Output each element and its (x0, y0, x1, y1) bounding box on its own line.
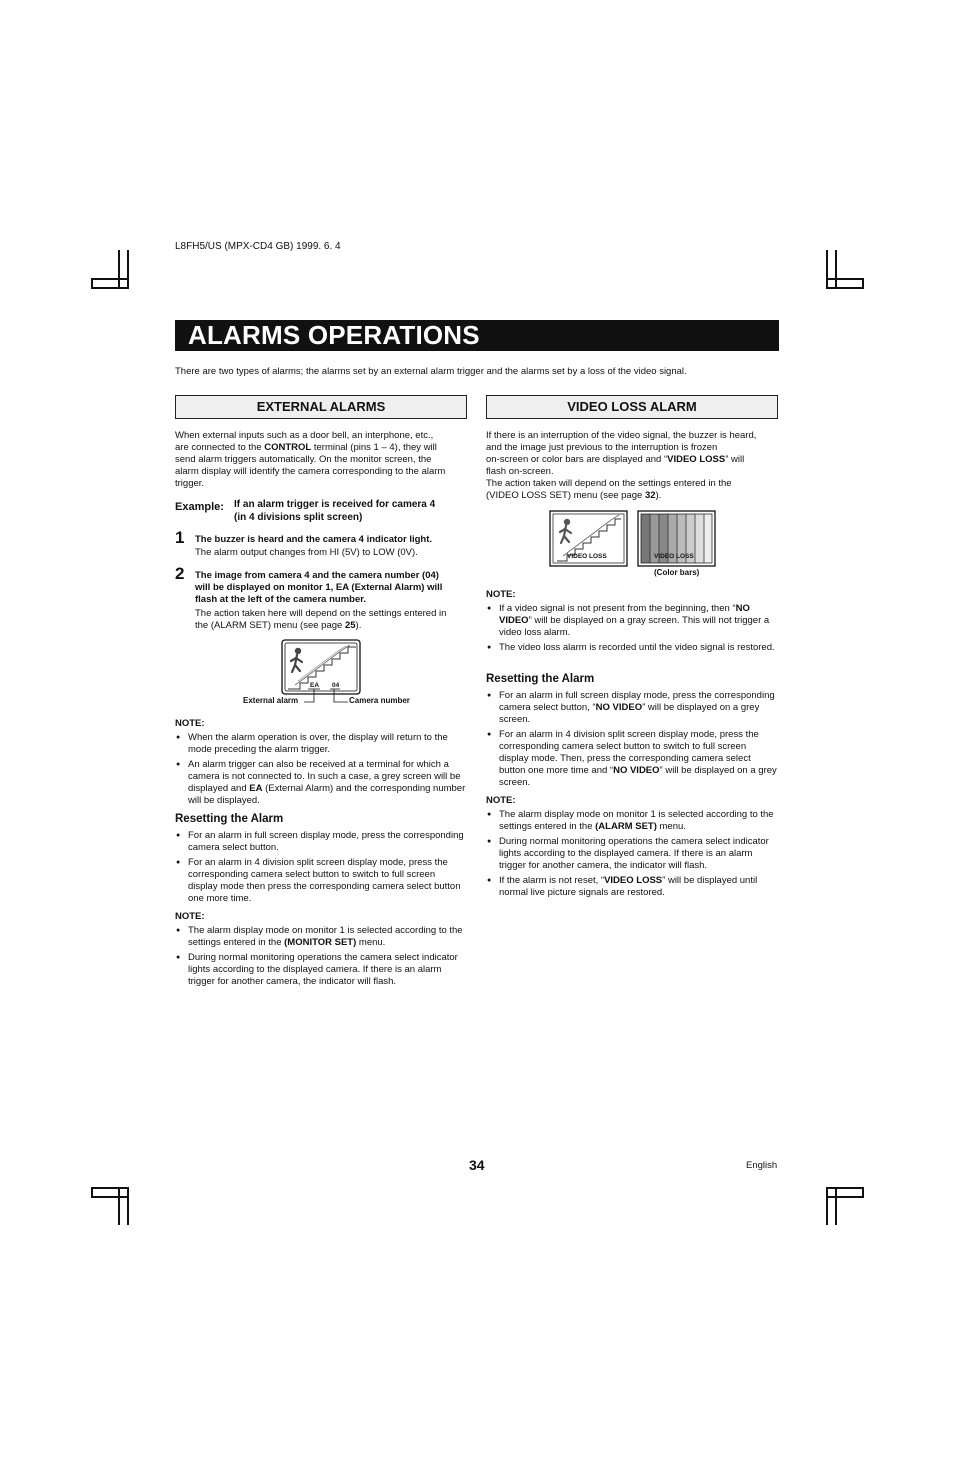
list-item: ● For an alarm in 4 division split screen display mode, press the corresponding camera select button to switch to full screen display mode then press the corresponding camera select button one more time. (175, 857, 467, 905)
video-loss-text: VIDEO LOSS (567, 553, 607, 560)
list-item: ● The alarm display mode on monitor 1 is selected according to the settings entered in the (MONITOR SET) menu. (175, 925, 467, 949)
list-item: ● The alarm display mode on monitor 1 is selected according to the settings entered in the (ALARM SET) menu. (486, 809, 778, 833)
camera-number-indicator: 04 (332, 682, 340, 689)
external-note2-list (175, 925, 467, 991)
video-loss-figure (549, 510, 719, 568)
color-bars-caption: (Color bars) (654, 568, 700, 577)
list-item: ● During normal monitoring operations the camera select indicator lights according to the displayed camera. If there is an alarm trigger for another camera, the indicator will flash. (486, 836, 778, 872)
note-heading: NOTE: (175, 718, 205, 729)
step-1-number: 1 (175, 528, 185, 547)
list-item: ● An alarm trigger can also be received at a terminal for which a camera is not connected to. In such a case, a grey screen will be displayed and EA (External Alarm) and the corresponding number will be displayed. (175, 759, 467, 807)
step-2-heading: The image from camera 4 and the camera number (04) will be displayed on monitor 1, EA (External Alarm) will flash at the left of the camera number. (195, 570, 443, 605)
list-item: ● For an alarm in full screen display mode, press the corresponding camera select button, “NO VIDEO” will be displayed on a grey screen. (486, 690, 778, 726)
video-loss-note2-list (486, 809, 778, 902)
list-item: ● During normal monitoring operations the camera select indicator lights according to the displayed camera. If there is an alarm trigger for another camera, the indicator will flash. (175, 952, 467, 988)
reset-heading: Resetting the Alarm (486, 673, 595, 685)
step-1-heading: The buzzer is heard and the camera 4 indicator light. (195, 534, 433, 545)
document-code: L8FH5/US (MPX-CD4 GB) 1999. 6. 4 (175, 241, 341, 252)
intro-text: There are two types of alarms; the alarms set by an external alarm trigger and the alarms set by a loss of the video signal. (175, 366, 687, 377)
reset-heading: Resetting the Alarm (175, 813, 284, 825)
camera-number-caption: Camera number (349, 696, 410, 705)
list-item: ● If the alarm is not reset, “VIDEO LOSS” will be displayed until normal live picture signals are restored. (486, 875, 778, 899)
external-alarms-heading: EXTERNAL ALARMS (175, 395, 467, 419)
video-loss-intro: If there is an interruption of the video signal, the buzzer is heard, and the image just previous to the interruption is frozen on-screen or color bars are displayed and “VIDEO LOSS” will flash on-screen. The action taken will depend on the settings entered in the (VIDEO LOSS SET) menu (see page 32). (486, 430, 757, 501)
note-heading: NOTE: (175, 911, 205, 922)
video-loss-illustration (549, 510, 719, 568)
note-heading: NOTE: (486, 795, 516, 806)
video-loss-reset-list (486, 690, 778, 792)
list-item: ● The video loss alarm is recorded until the video signal is restored. (486, 642, 778, 654)
video-loss-heading: VIDEO LOSS ALARM (486, 395, 778, 419)
example-label: Example: (175, 501, 224, 513)
note-heading: NOTE: (486, 589, 516, 600)
external-alarms-intro: When external inputs such as a door bell, an interphone, etc., are connected to the CONTROL terminal (pins 1 – 4), they will send alarm triggers automatically. On the monitor screen, the alarm display will identify the camera corresponding to the alarm trigger. (175, 430, 446, 489)
page-title: ALARMS OPERATIONS (175, 320, 779, 351)
language-label: English (746, 1160, 778, 1171)
list-item: ● When the alarm operation is over, the display will return to the mode preceding the alarm trigger. (175, 732, 467, 756)
step-2-body: The action taken here will depend on the settings entered in the (ALARM SET) menu (see page 25). (195, 608, 447, 631)
example-text: If an alarm trigger is received for camera 4 (in 4 divisions split screen) (234, 499, 436, 523)
video-loss-note-list (486, 603, 778, 657)
list-item: ● For an alarm in 4 division split screen display mode, press the corresponding camera select button to switch to full screen display mode. Then, press the corresponding camera select button one more time and “NO VIDEO” will be displayed on a grey screen. (486, 729, 778, 789)
list-item: ● For an alarm in full screen display mode, press the corresponding camera select button. (175, 830, 467, 854)
step-1-body: The alarm output changes from HI (5V) to LOW (0V). (195, 547, 418, 558)
external-note-list (175, 732, 467, 810)
color-bars-video-loss-text: VIDEO LOSS (654, 553, 694, 560)
list-item: ● If a video signal is not present from the beginning, then “NO VIDEO” will be displayed on a gray screen. This will not trigger a video loss alarm. (486, 603, 778, 639)
ea-indicator: EA (310, 682, 320, 689)
external-alarm-caption: External alarm (243, 696, 299, 705)
external-reset-list (175, 830, 467, 908)
page-number: 34 (469, 1157, 485, 1173)
step-2-number: 2 (175, 564, 185, 583)
